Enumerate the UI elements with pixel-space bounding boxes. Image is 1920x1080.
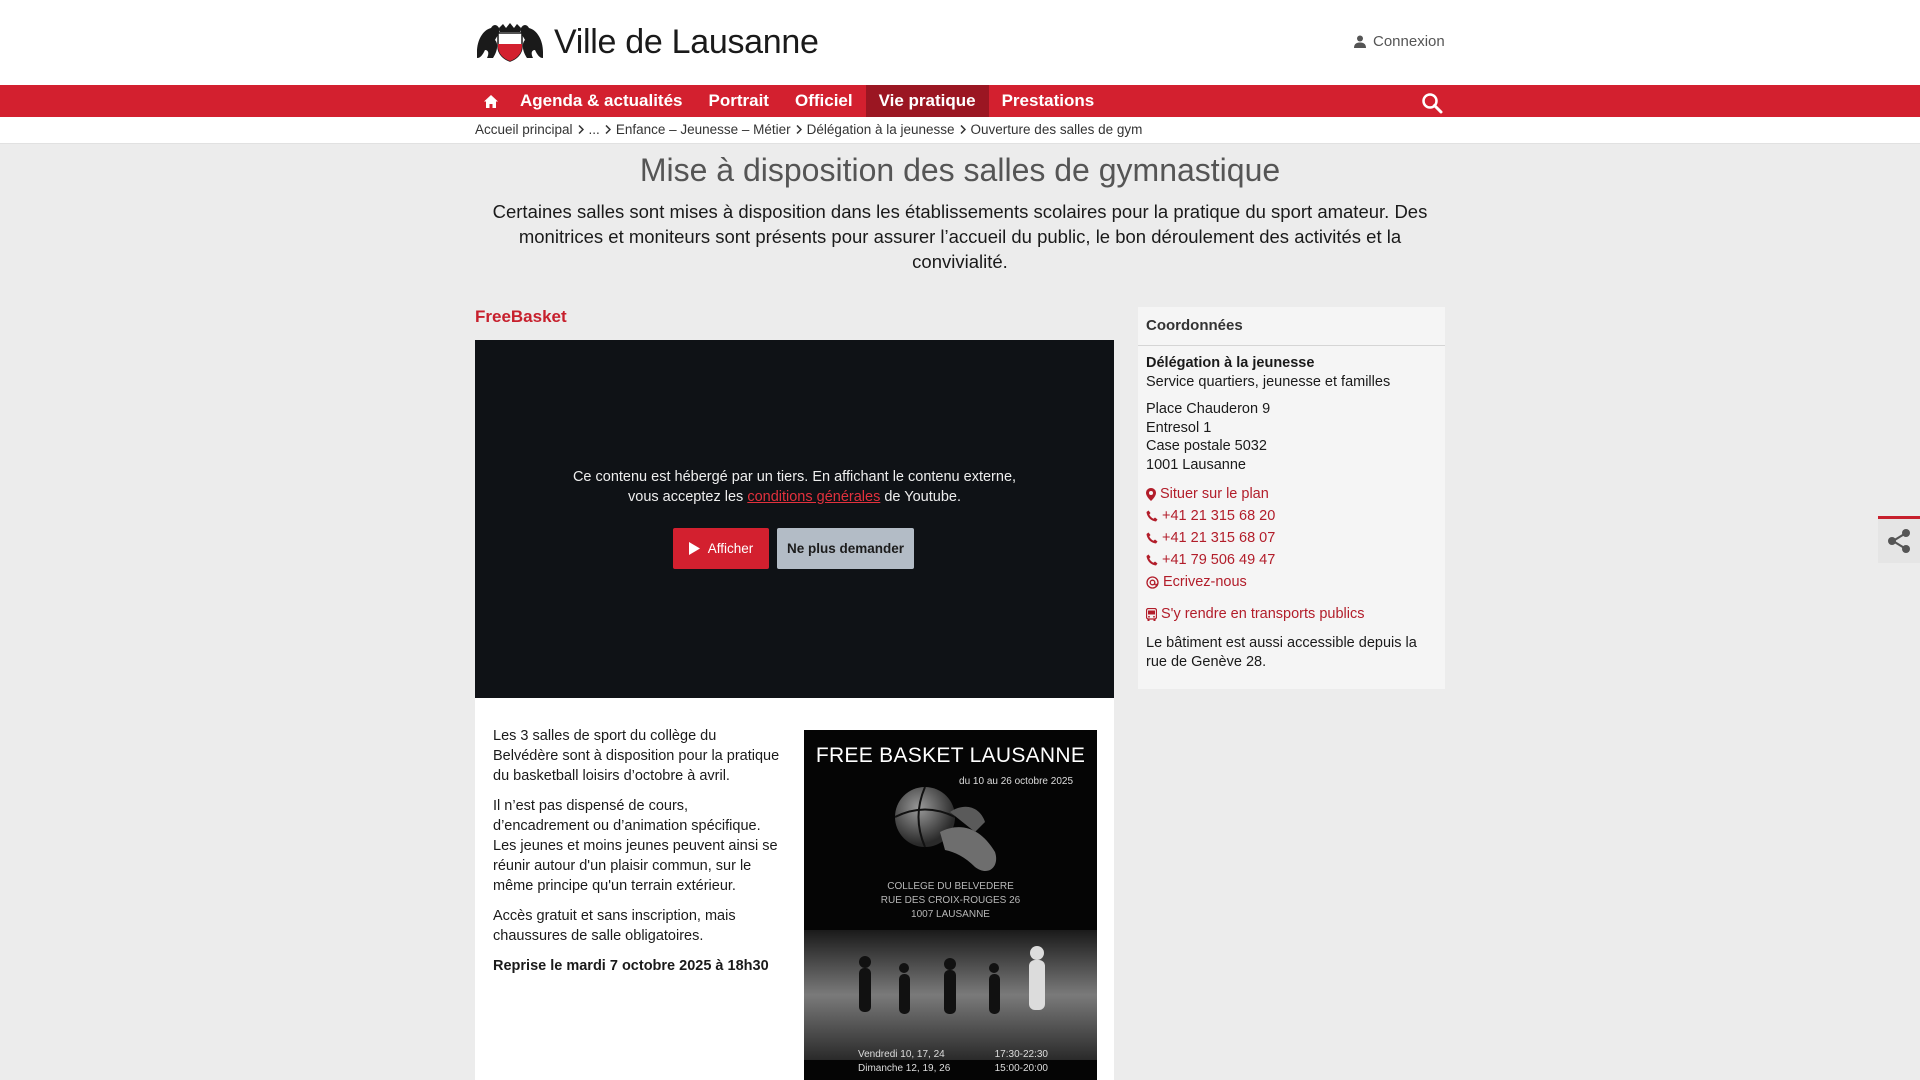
phone-icon	[1146, 532, 1158, 544]
map-link-label: Situer sur le plan	[1160, 485, 1269, 502]
phone-number: +41 79 506 49 47	[1162, 551, 1276, 568]
poster-dates: du 10 au 26 octobre 2025	[959, 776, 1073, 787]
nav-item-agenda[interactable]: Agenda & actualités	[520, 91, 683, 110]
schedule-row	[858, 1062, 1048, 1076]
paragraph: Accès gratuit et sans inscription, mais chaussures de salle obligatoires.	[493, 908, 736, 944]
at-sign-icon	[1146, 576, 1159, 589]
page-intro: Certaines salles sont mises à disposition dans les établissements scolaires pour la pratique du sport amateur. Des monitrices et moniteurs sont présents pour assurer l’accueil du public, le bon déroulement des activités et la convivialité.	[492, 201, 1428, 272]
phone-link[interactable]	[1146, 549, 1437, 571]
poster-title: FREE BASKET LAUSANNE	[815, 744, 1086, 767]
schedule-time: 15:00-20:00	[994, 1063, 1048, 1074]
email-link-label: Ecrivez-nous	[1163, 573, 1247, 590]
login-link[interactable]	[1354, 33, 1445, 50]
poster-schedule	[858, 1048, 1048, 1076]
map-link[interactable]	[1146, 483, 1437, 505]
breadcrumb-item-delegation[interactable]: Délégation à la jeunesse	[806, 122, 955, 137]
phone-number: +41 21 315 68 07	[1162, 529, 1276, 546]
free-basket-poster[interactable]	[804, 730, 1097, 1080]
address-line: Entresol 1	[1146, 419, 1212, 436]
phone-number: +41 21 315 68 20	[1162, 507, 1276, 524]
venue-line: RUE DES CROIX-ROUGES 26	[880, 895, 1021, 906]
share-icon	[1885, 527, 1913, 555]
access-note: Le bâtiment est aussi accessible depuis la rue de Genève 28.	[1146, 635, 1417, 670]
nav-item-portrait[interactable]: Portrait	[708, 91, 769, 110]
breadcrumb-item-enfance[interactable]: Enfance – Jeunesse – Métier	[615, 122, 791, 137]
play-icon	[689, 542, 700, 555]
phone-link[interactable]	[1146, 505, 1437, 527]
home-button[interactable]	[475, 85, 507, 117]
phone-icon	[1146, 510, 1158, 522]
chevron-right-icon	[578, 125, 584, 134]
breadcrumb-item-home[interactable]: Accueil principal	[475, 122, 573, 137]
content-card	[475, 698, 1114, 1080]
venue-line: 1007 LAUSANNE	[911, 909, 990, 920]
schedule-row	[858, 1048, 1048, 1062]
address	[1146, 400, 1437, 474]
bus-icon	[1146, 608, 1157, 621]
home-icon	[484, 95, 498, 108]
schedule-days: Vendredi 10, 17, 24	[858, 1049, 945, 1060]
basketball-player-illustration	[870, 772, 1020, 892]
transport-link-label: S'y rendre en transports publics	[1161, 605, 1365, 622]
map-pin-icon	[1146, 488, 1156, 501]
site-title: Ville de Lausanne	[554, 23, 819, 61]
chevron-right-icon	[796, 125, 802, 134]
terms-link[interactable]: conditions générales	[747, 489, 881, 505]
address-line: Place Chauderon 9	[1146, 401, 1271, 417]
schedule-days: Dimanche 12, 19, 26	[858, 1063, 951, 1074]
venue-line: COLLEGE DU BELVEDERE	[887, 881, 1014, 892]
site-header	[0, 0, 1920, 85]
breadcrumb-bar	[0, 117, 1920, 144]
paragraph: Les 3 salles de sport du collège du Belvédère sont à disposition pour la pratique du basketball loisirs d’octobre à avril.	[493, 728, 780, 784]
phone-icon	[1146, 554, 1158, 566]
site-logo[interactable]	[475, 22, 819, 62]
show-video-label: Afficher	[707, 541, 754, 556]
address-line: 1001 Lausanne	[1146, 456, 1246, 473]
breadcrumb-item-current: Ouverture des salles de gym	[970, 122, 1143, 137]
breadcrumb-item-ellipsis[interactable]: ...	[588, 122, 600, 137]
consent-text-2: vous acceptez les	[628, 489, 744, 505]
reprise-highlight: Reprise le mardi 7 octobre 2025 à 18h30	[493, 958, 769, 974]
consent-text-1: Ce contenu est hébergé par un tiers. En affichant le contenu externe,	[572, 469, 1017, 485]
section-title: FreeBasket	[475, 307, 567, 326]
content-text	[493, 726, 783, 986]
phone-link[interactable]	[1146, 527, 1437, 549]
consent-text-3: de Youtube.	[884, 489, 961, 505]
address-line: Case postale 5032	[1146, 438, 1267, 454]
login-label: Connexion	[1373, 33, 1445, 50]
nav-item-prestations[interactable]: Prestations	[1001, 91, 1095, 110]
page-title: Mise à disposition des salles de gymnastique	[639, 152, 1281, 188]
sidebar-heading: Coordonnées	[1138, 307, 1445, 346]
share-button[interactable]	[1878, 516, 1920, 563]
main-nav	[0, 85, 1920, 117]
video-embed-placeholder	[475, 340, 1114, 698]
email-link[interactable]	[1146, 571, 1437, 593]
schedule-time: 17:30-22:30	[994, 1049, 1048, 1060]
basketball-court-photo	[804, 930, 1097, 1060]
breadcrumb	[475, 122, 1142, 137]
never-ask-button[interactable]: Ne plus demander	[777, 528, 914, 569]
org-name: Délégation à la jeunesse	[1146, 355, 1315, 371]
contact-sidebar	[1138, 307, 1445, 689]
user-icon	[1354, 35, 1366, 48]
nav-item-officiel[interactable]: Officiel	[794, 91, 853, 110]
service-name: Service quartiers, jeunesse et familles	[1146, 373, 1391, 390]
show-video-button[interactable]	[673, 528, 769, 569]
chevron-right-icon	[960, 125, 966, 134]
paragraph: Il n’est pas dispensé de cours, d’encadrement ou d’animation spécifique. Les jeunes et moins jeunes peuvent ainsi se réunir autour d'un plaisir commun, sur le même principe qu'un terrain extérieur.	[493, 798, 778, 894]
nav-item-vie-pratique[interactable]: Vie pratique	[866, 85, 989, 117]
poster-venue	[804, 880, 1097, 922]
search-icon[interactable]	[1421, 92, 1443, 114]
consent-message	[475, 467, 1114, 507]
lausanne-crest-icon	[475, 22, 545, 62]
transport-link[interactable]	[1146, 603, 1437, 625]
chevron-right-icon	[605, 125, 611, 134]
